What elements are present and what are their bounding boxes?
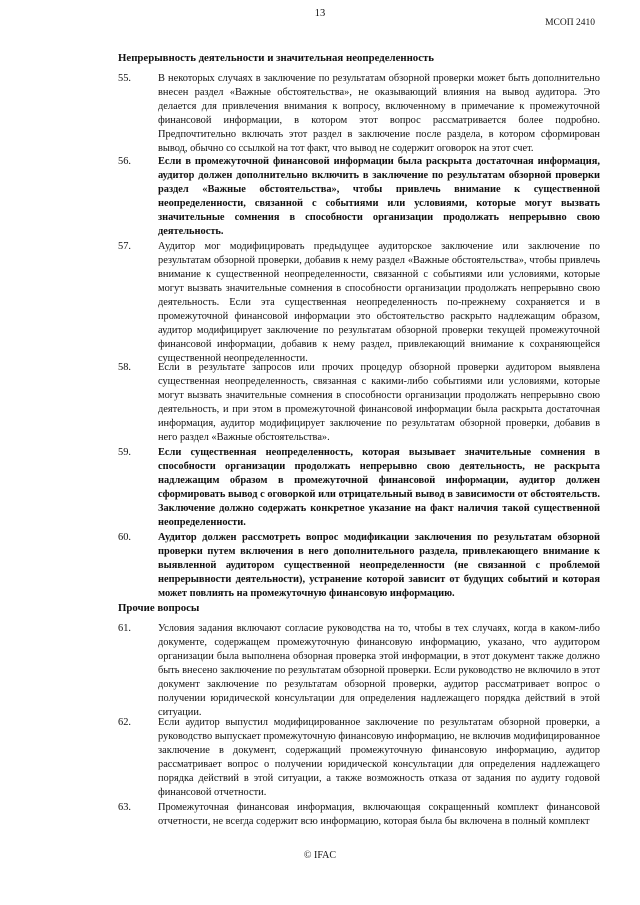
document-code: МСОП 2410 [545, 18, 595, 28]
paragraph-number: 56. [118, 156, 131, 167]
paragraph-55 [118, 72, 600, 156]
paragraph-text: Если аудитор выпустил модифицированное заключение по результатам обзорной проверки, а руководство выпускает промежуточную финансовую информацию, не включив модифицированное заключение в документ, содержащий промежуточную финансовую информацию, аудитор рассматривает вопрос о получении юридической консультации для определения надлежащего порядка действий в этой ситуации, а также возможность отказа от задания по аудиту годовой финансовой отчетности. [158, 717, 600, 798]
paragraph-number: 60. [118, 532, 131, 543]
paragraph-58 [118, 361, 600, 445]
paragraph-number: 63. [118, 802, 131, 813]
paragraph-text: Аудитор должен рассмотреть вопрос модификации заключения по результатам обзорной проверки путем включения в него дополнительного раздела, привлекающего внимание к выявленной аудитором существенной неопределенности (не связанной с проблемой непрерывности деятельности), устранение которой зависит от будущих событий и которая может повлиять на промежуточную финансовую информацию. [158, 532, 600, 599]
paragraph-text: В некоторых случаях в заключение по результатам обзорной проверки может быть дополнительно внесен раздел «Важные обстоятельства», не оказывающий влияния на вывод аудитора. Это делается для привлечения внимания к вопросу, включенному в примечание к промежуточной финансовой информации, в котором этот вопрос рассматривается более подробно. Предпочтительно включать этот раздел в заключение после раздела, в котором сформирован вывод, обычно со ссылкой на тот факт, что вывод не содержит оговорок на этот счет. [158, 73, 600, 154]
paragraph-57 [118, 240, 600, 366]
paragraph-text: Если в промежуточной финансовой информации была раскрыта достаточная информация, аудитор должен дополнительно включить в заключение по результатам обзорной проверки раздел «Важные обстоятельства», чтобы привлечь внимание к существенной неопределенности, связанной с событиями или условиями, которые могут вызвать значительные сомнения в способности организации продолжать непрерывно свою деятельность. [158, 156, 600, 237]
paragraph-number: 57. [118, 241, 131, 252]
paragraph-text: Если в результате запросов или прочих процедур обзорной проверки аудитором выявлена существенная неопределенность, связанная с какими-либо событиями или условиями, которые могут вызвать значительные сомнения в способности организации продолжать непрерывно свою деятельность, и при этом в промежуточной финансовой информации была раскрыта достаточная информация, аудитор модифицирует заключение по результатам обзорной проверки, добавив в него раздел «Важные обстоятельства». [158, 362, 600, 443]
paragraph-text: Аудитор мог модифицировать предыдущее аудиторское заключение или заключение по результатам обзорной проверки, добавив к нему раздел «Важные обстоятельства», чтобы привлечь внимание к существенной неопределенности, связанной с событиями или условиями, которые могут вызвать значительные сомнения в способности организации продолжать непрерывно свою деятельность. Если эта существенная неопределенность по-прежнему сохраняется и в промежуточной финансовой информации это обстоятельство раскрыто надлежащим образом, аудитор модифицирует заключение по результатам обзорной проверки текущей промежуточной финансовой информации, добавив к нему раздел, привлекающий внимание к сохраняющейся существенной неопределенности. [158, 241, 600, 364]
section-heading-other-matters: Прочие вопросы [118, 602, 200, 614]
paragraph-60 [118, 531, 600, 601]
paragraph-text: Условия задания включают согласие руководства на то, чтобы в тех случаях, когда в каком-либо документе, содержащем промежуточную финансовую информацию, указано, что аудитором организации была выполнена обзорная проверка этой информации, в этот документ также должно быть внесено заключение по результатам обзорной проверки. Если руководство не включило в этот документ заключение по результатам обзорной проверки, аудитор рассматривает вопрос о получении юридической консультации для определения надлежащего порядка действий в этой ситуации. [158, 623, 600, 718]
paragraph-number: 59. [118, 447, 131, 458]
footer-copyright: © IFAC [303, 850, 337, 861]
paragraph-number: 62. [118, 717, 131, 728]
paragraph-number: 58. [118, 362, 131, 373]
paragraph-number: 61. [118, 623, 131, 634]
page-number: 13 [314, 8, 326, 19]
paragraph-text: Промежуточная финансовая информация, включающая сокращенный комплект финансовой отчетности, не всегда содержит всю информацию, которая была бы включена в полный комплект [158, 802, 600, 827]
paragraph-number: 55. [118, 73, 131, 84]
paragraph-text: Если существенная неопределенность, которая вызывает значительные сомнения в способности организации продолжать непрерывно свою деятельность, не раскрыта надлежащим образом в промежуточной финансовой информации, аудитор должен сформировать вывод с оговоркой или отрицательный вывод в зависимости от обстоятельств. Заключение должно содержать конкретное указание на факт наличия такой существенной неопределенности. [158, 447, 600, 528]
paragraph-59 [118, 446, 600, 530]
paragraph-61 [118, 622, 600, 720]
paragraph-63 [118, 801, 600, 829]
paragraph-62 [118, 716, 600, 800]
section-heading-going-concern: Непрерывность деятельности и значительная неопределенность [118, 52, 435, 64]
paragraph-56 [118, 155, 600, 239]
